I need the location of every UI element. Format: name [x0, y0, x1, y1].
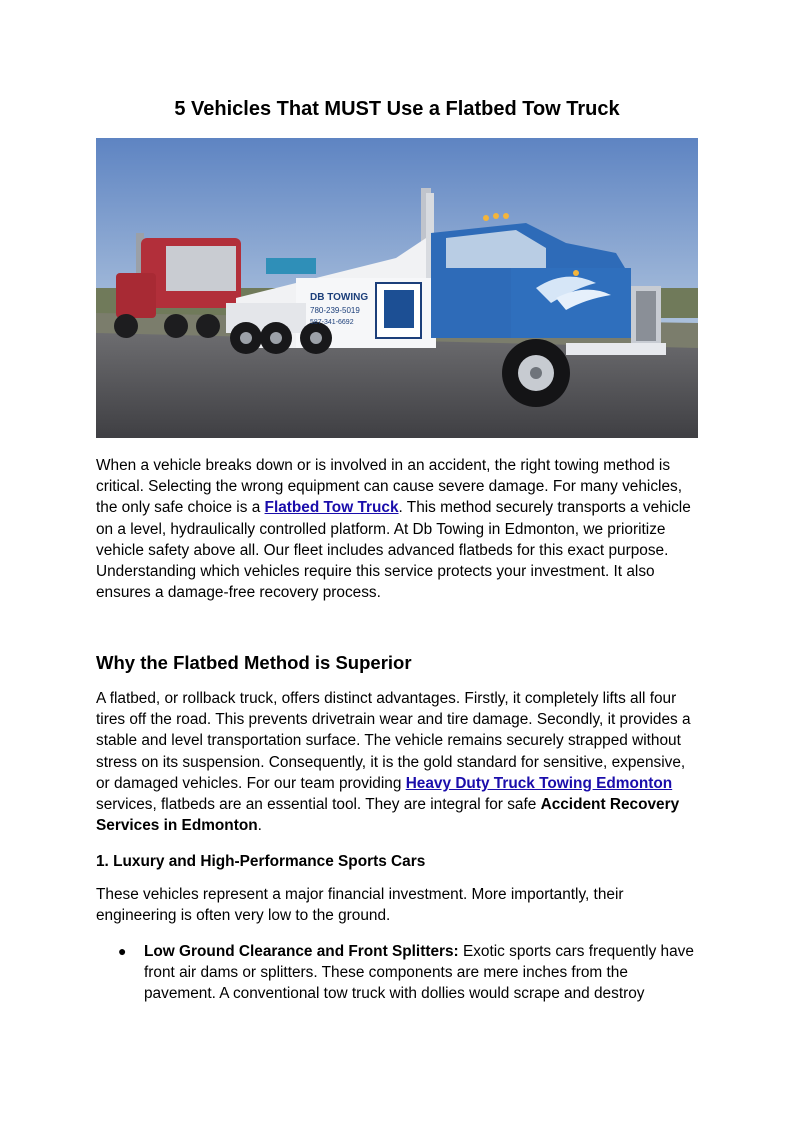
subsection-1-paragraph: These vehicles represent a major financial investment. More importantly, their engineering is often very low to the ground. [96, 886, 624, 925]
bullet-text: Exotic sports cars frequently have front air dams or splitters. These components are mere inches from the pavement. A conventional tow truck with dollies would scrape and destroy [144, 943, 694, 1003]
section-1-text-3: . [257, 817, 262, 835]
heavy-duty-towing-link[interactable]: Heavy Duty Truck Towing Edmonton [405, 774, 673, 792]
section-1-text-1: A flatbed, or rollback truck, offers distinct advantages. Firstly, it completely lifts all four tires off the road. This prevents drivetrain wear and tire damage. Secondly, it provides a stable and level transportation surface. The vehicle remains securely strapped without stress on its suspension. Consequently, it is the gold standard for sensitive, expensive, or damaged vehicles. For our team providing [96, 690, 691, 792]
truck-door-phone2: 587-341-6692 [310, 319, 354, 326]
page-title: 5 Vehicles That MUST Use a Flatbed Tow Truck [174, 98, 620, 120]
section-1-bold: Accident Recovery Services in Edmonton [96, 796, 680, 835]
section-1-paragraph [96, 688, 698, 836]
subsection-heading-luxury-cars: 1. Luxury and High-Performance Sports Cars [96, 853, 426, 870]
intro-text-2: . This method securely transports a vehicle on a level, hydraulically controlled platform. At Db Towing in Edmonton, we prioritize vehicle safety above all. Our fleet includes advanced flatbeds for this exact purpose. Understanding which vehicles require this service protects your investment. It also ensures a damage-free recovery process. [96, 499, 691, 602]
bullet-bold: Low Ground Clearance and Front Splitters: [144, 943, 459, 960]
bullet-list [96, 941, 698, 1005]
bullet-dot-icon: ● [118, 943, 127, 959]
truck-door-phone1: 780-239-5019 [310, 306, 360, 315]
section-1-text-2: services, flatbeds are an essential tool. They are integral for safe [96, 796, 541, 814]
bullet-item [96, 941, 698, 1005]
section-heading-flatbed-superior: Why the Flatbed Method is Superior [96, 652, 412, 673]
truck-door-company: DB TOWING [310, 292, 369, 303]
intro-text-1: When a vehicle breaks down or is involved in an accident, the right towing method is critical. Selecting the wrong equipment can cause severe damage. For many vehicles, the only safe choice is a [96, 457, 682, 517]
flatbed-tow-truck-link[interactable]: Flatbed Tow Truck [264, 499, 399, 517]
intro-paragraph [96, 455, 698, 603]
hero-image-tow-truck [96, 138, 698, 438]
